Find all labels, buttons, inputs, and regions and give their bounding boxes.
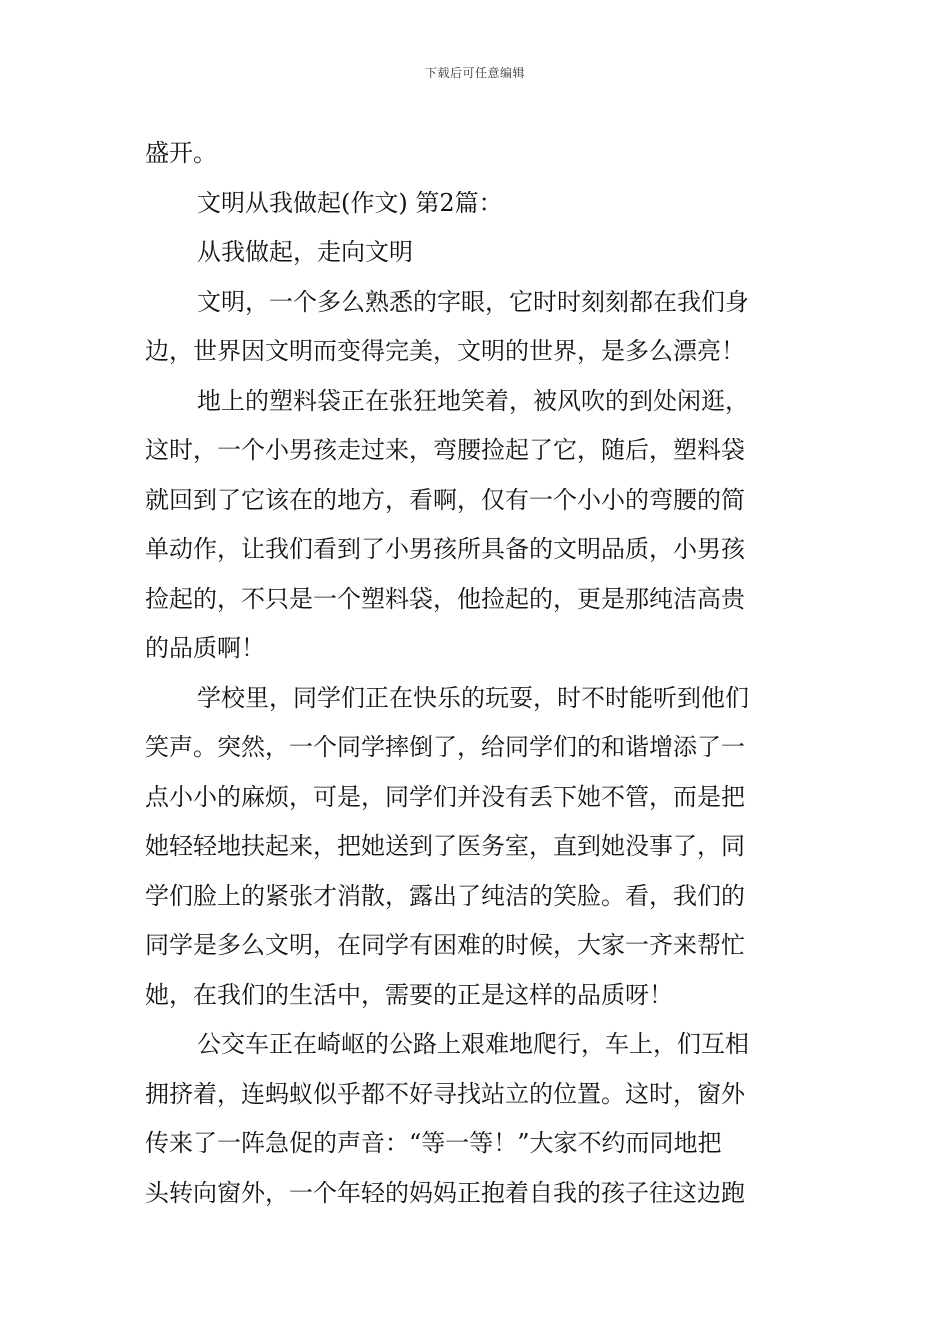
article-subtitle: 从我做起，走向文明 bbox=[197, 238, 413, 266]
text-line: 地上的塑料袋正在张狂地笑着，被风吹的到处闲逛， bbox=[197, 386, 749, 415]
article-title: 文明从我做起(作文) 第2篇： bbox=[197, 188, 503, 217]
text-line: 文明，一个多么熟悉的字眼，它时时刻刻都在我们身 bbox=[197, 287, 749, 316]
text-line: 笑声。突然，一个同学摔倒了，给同学们的和谐增添了一 bbox=[145, 733, 745, 761]
text-line: 学校里，同学们正在快乐的玩耍，时不时能听到他们 bbox=[197, 683, 749, 712]
text-line: 单动作，让我们看到了小男孩所具备的文明品质，小男孩 bbox=[145, 535, 745, 563]
text-line: 同学是多么文明，在同学有困难的时候，大家一齐来帮忙 bbox=[145, 931, 745, 959]
text-line: 这时，一个小男孩走过来，弯腰捡起了它，随后，塑料袋 bbox=[145, 436, 745, 464]
text-line: 学们脸上的紧张才消散，露出了纯洁的笑脸。看，我们的 bbox=[145, 881, 745, 910]
text-line: 边，世界因文明而变得完美，文明的世界，是多么漂亮！ bbox=[145, 337, 745, 365]
document-body bbox=[145, 129, 810, 1218]
text-line: 公交车正在崎岖的公路上艰难地爬行，车上，们互相 bbox=[197, 1030, 749, 1058]
text-line: 传来了一阵急促的声音：“等一等！”大家不约而同地把 bbox=[145, 1129, 722, 1157]
text-line: 头转向窗外，一个年轻的妈妈正抱着自我的孩子往这边跑 bbox=[145, 1178, 745, 1207]
text-line: 就回到了它该在的地方，看啊，仅有一个小小的弯腰的简 bbox=[145, 485, 745, 514]
text-line: 她，在我们的生活中，需要的正是这样的品质呀！ bbox=[145, 980, 673, 1009]
text-line: 点小小的麻烦，可是，同学们并没有丢下她不管，而是把 bbox=[145, 782, 745, 811]
text-line: 捡起的，不只是一个塑料袋，他捡起的，更是那纯洁高贵 bbox=[145, 584, 745, 613]
text-line: 的品质啊！ bbox=[145, 634, 265, 662]
page-header: 下载后可任意编辑 bbox=[424, 66, 525, 80]
text-line: 盛开。 bbox=[145, 139, 217, 167]
text-line: 她轻轻地扶起来，把她送到了医务室，直到她没事了，同 bbox=[145, 832, 745, 860]
text-line: 拥挤着，连蚂蚁似乎都不好寻找站立的位置。这时，窗外 bbox=[145, 1079, 745, 1108]
